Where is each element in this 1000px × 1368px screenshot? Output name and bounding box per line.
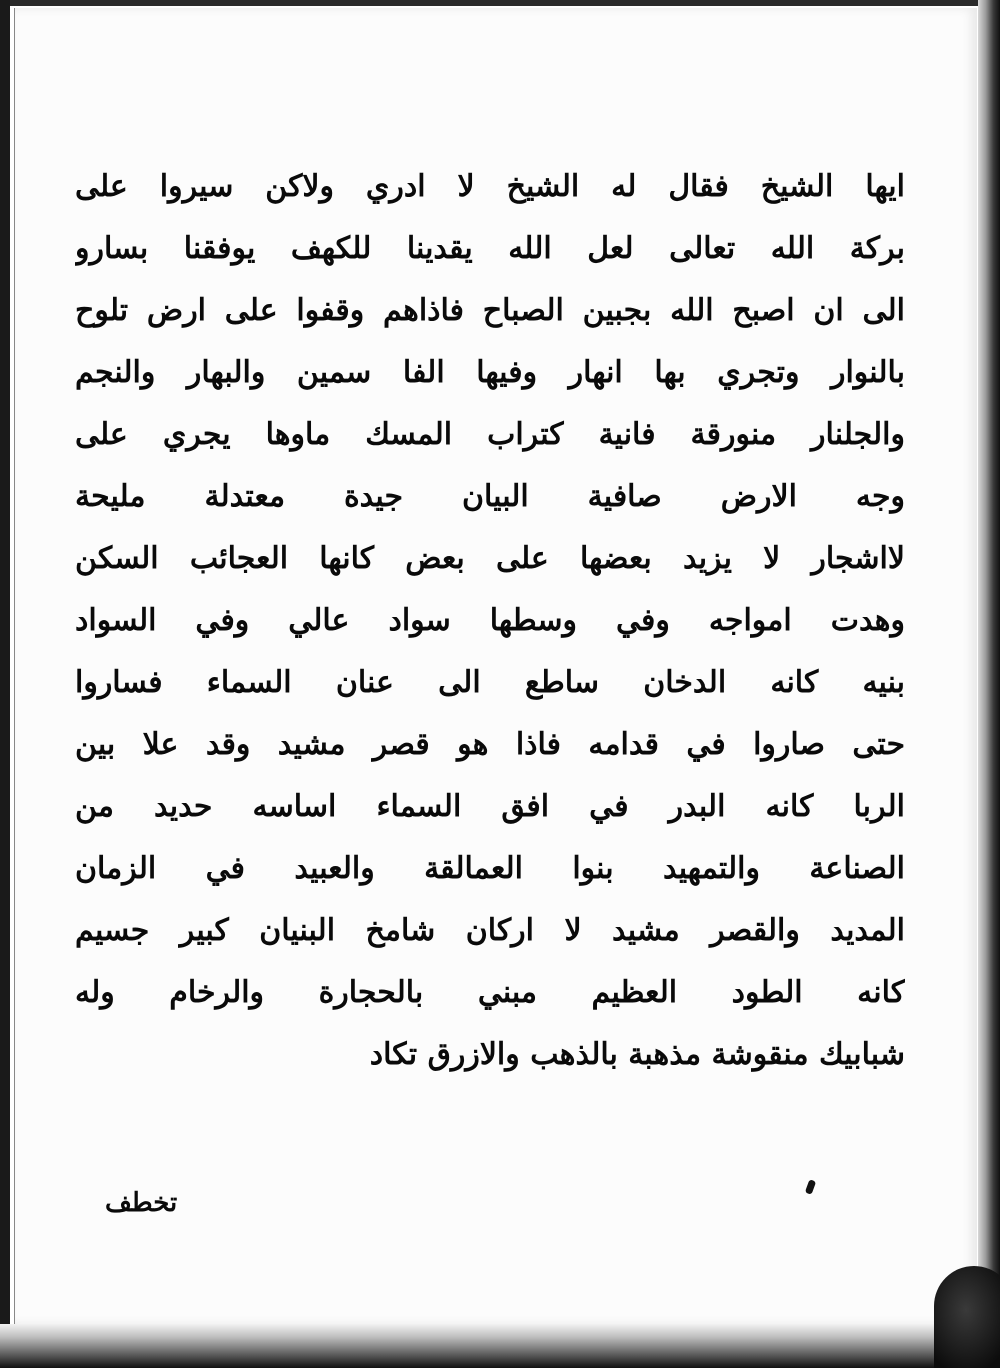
text-line-5: والجلنار منورقة فانية كتراب المسك ماوها يجري على — [75, 417, 905, 452]
text-line-10: حتى صاروا في قدامه فاذا هو قصر مشيد وقد علا بين — [75, 727, 905, 762]
scan-top-edge — [0, 0, 1000, 6]
text-line-12: الصناعة والتمهيد بنوا العمالقة والعبيد في الزمان — [75, 851, 905, 886]
text-line-6: وجه الارض صافية البيان جيدة معتدلة مليحة — [75, 479, 905, 514]
text-line-8: وهدت امواجه وفي وسطها سواد عالي وفي السواد — [75, 603, 905, 638]
text-line-13: المديد والقصر مشيد لا اركان شامخ البنيان كبير جسيم — [75, 913, 905, 948]
catchword: تخطف — [105, 1188, 178, 1218]
text-line-4: بالنوار وتجري بها انهار وفيها الفا سمين والبهار والنجم — [75, 355, 905, 390]
ink-mark — [805, 1179, 816, 1195]
scan-right-edge — [978, 0, 1000, 1368]
scan-left-edge — [0, 0, 10, 1368]
text-line-2: بركة الله تعالى لعل الله يقدينا للكهف يوفقنا بسارو — [75, 231, 905, 266]
text-line-15: شبابيك منقوشة مذهبة بالذهب والازرق تكاد — [369, 1037, 905, 1072]
scan-bottom-edge — [0, 1324, 1000, 1368]
text-line-1: ايها الشيخ فقال له الشيخ لا ادري ولاكن سيروا على — [75, 169, 905, 204]
thumb-shadow — [934, 1266, 1000, 1368]
text-line-3: الى ان اصبح الله بجبين الصباح فاذاهم وقفوا على ارض تلوح — [75, 293, 905, 328]
text-line-7: لااشجار لا يزيد بعضها على بعض كانها العجائب السكن — [75, 541, 905, 576]
manuscript-page — [14, 8, 977, 1326]
text-line-9: بنيه كانه الدخان ساطع الى عنان السماء فساروا — [75, 665, 905, 700]
text-line-14: كانه الطود العظيم مبني بالحجارة والرخام وله — [75, 975, 905, 1010]
manuscript-text-block — [75, 156, 905, 1086]
text-line-11: الربا كانه البدر في افق السماء اساسه حديد من — [75, 789, 905, 824]
